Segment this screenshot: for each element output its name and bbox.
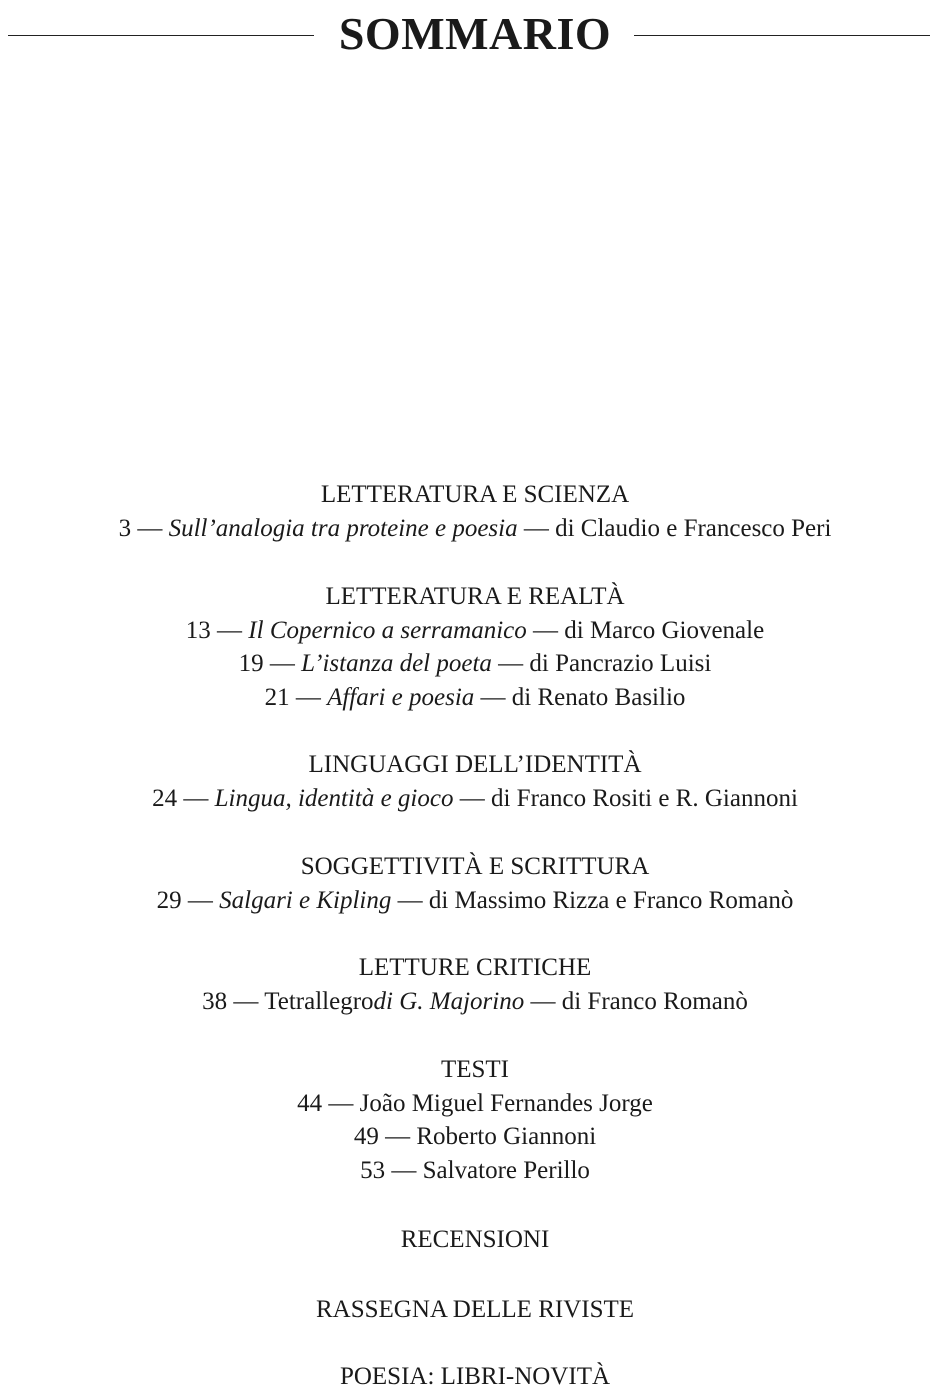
- dash: —: [217, 616, 243, 644]
- dash: —: [269, 650, 295, 677]
- spacer: [0, 546, 950, 580]
- section-title: LETTERATURA E SCIENZA: [320, 481, 630, 508]
- author: di Franco Romanò: [561, 988, 748, 1015]
- page-title: SOMMARIO: [338, 8, 612, 59]
- page-number: 53: [360, 1156, 386, 1184]
- table-of-contents: [0, 478, 950, 1394]
- page-number: 13: [185, 616, 211, 644]
- section-title-poesia[interactable]: POESIA: LIBRI-NOVITÀ: [339, 1363, 611, 1390]
- dash: —: [328, 1089, 354, 1117]
- page-number: 3: [118, 515, 132, 542]
- dash: —: [385, 1123, 411, 1150]
- dash: —: [530, 988, 556, 1015]
- page-number: 44: [297, 1089, 323, 1117]
- dash: —: [295, 683, 321, 711]
- section-title: LINGUAGGI DELL’IDENTITÀ: [308, 751, 642, 778]
- page-number: 29: [156, 886, 182, 914]
- dash: —: [183, 785, 209, 812]
- author: di Renato Basilio: [511, 683, 686, 711]
- dash: —: [187, 886, 213, 914]
- toc-entry[interactable]: [0, 884, 950, 918]
- spacer: [0, 714, 950, 748]
- toc-entry[interactable]: [0, 1087, 950, 1121]
- work-title: Affari e poesia: [327, 683, 475, 711]
- header: [0, 6, 950, 62]
- toc-entry[interactable]: [0, 985, 950, 1019]
- section-title-rassegna[interactable]: RASSEGNA DELLE RIVISTE: [315, 1296, 635, 1323]
- work-title: L’istanza del poeta: [301, 650, 492, 677]
- dash: —: [533, 616, 558, 644]
- page-number: 49: [353, 1123, 379, 1150]
- spacer: [0, 1257, 950, 1293]
- author: di Pancrazio Luisi: [529, 650, 712, 677]
- dash: —: [480, 683, 506, 711]
- section-title: LETTURE CRITICHE: [358, 954, 592, 981]
- dash: —: [233, 988, 259, 1015]
- work-title: Lingua, identità e gioco: [214, 785, 454, 812]
- toc-entry[interactable]: [0, 647, 950, 681]
- toc-entry[interactable]: [0, 512, 950, 546]
- work-title: Tetrallegro: [264, 988, 374, 1015]
- author: João Miguel Fernandes Jorge: [359, 1089, 653, 1117]
- dash: —: [137, 515, 163, 542]
- work-subtitle: di G. Majorino: [373, 988, 525, 1015]
- dash: —: [397, 886, 423, 914]
- author: Salvatore Perillo: [422, 1156, 590, 1184]
- page-number: 21: [264, 683, 290, 711]
- page-number: 38: [202, 988, 228, 1015]
- header-rule-right: [634, 35, 930, 36]
- spacer: [0, 1187, 950, 1223]
- toc-entry[interactable]: [0, 681, 950, 715]
- section-title-recensioni[interactable]: RECENSIONI: [400, 1226, 550, 1253]
- toc-entry[interactable]: [0, 1154, 950, 1188]
- author: di Claudio e Francesco Peri: [555, 515, 832, 542]
- author: di Massimo Rizza e Franco Romanò: [428, 886, 794, 914]
- page-number: 24: [152, 785, 178, 812]
- dash: —: [498, 650, 524, 677]
- section-title: TESTI: [440, 1055, 510, 1083]
- spacer: [0, 917, 950, 951]
- dash: —: [523, 515, 549, 542]
- toc-entry[interactable]: [0, 782, 950, 816]
- spacer: [0, 1019, 950, 1053]
- section-title: LETTERATURA E REALTÀ: [325, 582, 625, 610]
- work-title: Salgari e Kipling: [219, 886, 392, 914]
- author: Roberto Giannoni: [416, 1123, 597, 1150]
- section-title: SOGGETTIVITÀ E SCRITTURA: [300, 852, 650, 880]
- author: di Franco Rositi e R. Giannoni: [490, 785, 798, 812]
- work-title: Sull’analogia tra proteine e poesia: [168, 515, 518, 542]
- spacer: [0, 816, 950, 850]
- author: di Marco Giovenale: [564, 616, 765, 644]
- spacer: [0, 1327, 950, 1360]
- toc-entry[interactable]: [0, 1120, 950, 1154]
- toc-entry[interactable]: [0, 614, 950, 648]
- page-number: 19: [238, 650, 264, 677]
- dash: —: [459, 785, 485, 812]
- dash: —: [391, 1156, 417, 1184]
- work-title: Il Copernico a serramanico: [248, 616, 527, 644]
